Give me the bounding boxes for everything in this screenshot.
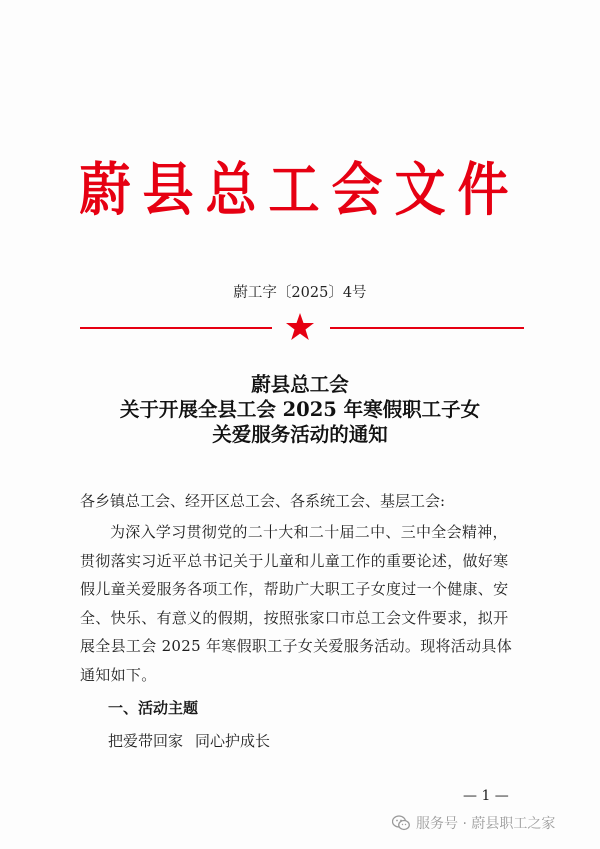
- page-number: — 1 —: [463, 788, 509, 804]
- red-divider-right: [330, 327, 524, 329]
- section-heading: 一、活动主题: [108, 699, 199, 717]
- title-line: 关于开展全县工会 2025 年寒假职工子女: [119, 398, 481, 421]
- watermark-text: 服务号 · 蔚县职工之家: [416, 816, 556, 832]
- document-number: 蔚工字〔2025〕4号: [233, 285, 367, 301]
- activity-theme: [108, 730, 270, 751]
- body-paragraph: 为深入学习贯彻党的二十大和二十届二中、三中全会精神，贯彻落实习近平总书记关于儿童和儿童工作的重要论述，做好寒假儿童关爱服务各项工作，帮助广大职工子女度过一个健康、安全、快乐、有意义的假期，按照张家口市总工会文件要求，拟开展全县工会 2025 年寒假职工子女关爱服务活动。现将活动具体通知如下。: [80, 523, 513, 684]
- title-line: 关爱服务活动的通知: [212, 423, 388, 446]
- document-header-title: 蔚县总工会文件: [79, 157, 521, 225]
- red-divider-left: [80, 327, 272, 329]
- salutation: 各乡镇总工会、经开区总工会、各系统工会、基层工会:: [80, 492, 446, 510]
- theme-part: 把爱带回家: [108, 732, 184, 750]
- theme-part: 同心护成长: [195, 732, 271, 750]
- title-line: 蔚县总工会: [251, 373, 349, 396]
- notice-title: [0, 372, 600, 447]
- watermark: [392, 813, 555, 833]
- wechat-icon: [392, 815, 410, 831]
- red-star-icon: [285, 312, 315, 342]
